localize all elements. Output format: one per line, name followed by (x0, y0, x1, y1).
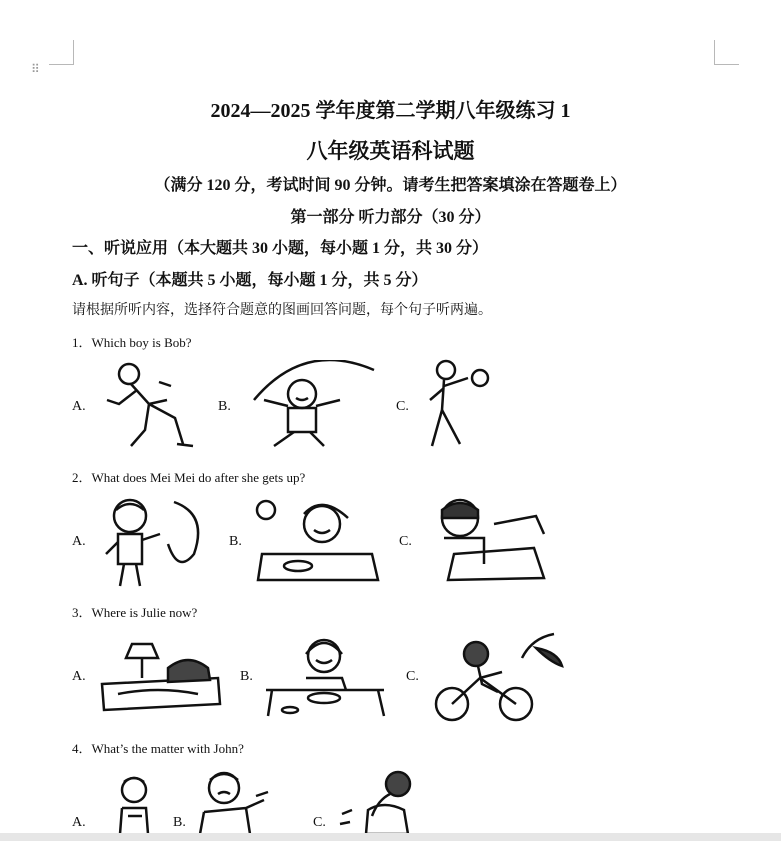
question-3: 3．Where is Julie now? (72, 605, 198, 620)
q3-dining-image (264, 632, 388, 718)
doc-subtitle: 八年级英语科试题 (306, 139, 475, 163)
instruction-text: 请根据所听内容，选择符合题意的图画回答问题，每个句子听两遍。 (72, 303, 492, 318)
q2-option-c-label: C. (399, 534, 412, 549)
q2-option-b-label: B. (229, 534, 242, 549)
window-bottom-bar (0, 833, 781, 841)
q4-boy-c-image (338, 770, 420, 834)
drag-handle-icon[interactable]: ⠿ (31, 62, 41, 76)
doc-title: 2024—2025 学年度第二学期八年级练习 1 (210, 100, 571, 122)
doc-note: （满分 120 分，考试时间 90 分钟。请考生把答案填涂在答题卷上） (154, 177, 627, 194)
q4-boy-b-image (198, 768, 272, 834)
page-corner-top-right (714, 40, 739, 65)
q2-eating-breakfast-image (252, 494, 380, 586)
q1-option-b-label: B. (218, 399, 231, 414)
question-1: 1．Which boy is Bob? (72, 335, 192, 350)
q3-bedroom-image (98, 638, 222, 716)
section-heading: 一、听说应用（本大题共 30 小题，每小题 1 分，共 30 分） (72, 240, 489, 257)
q2-option-a-label: A. (72, 534, 86, 549)
q1-jump-rope-boy-image (244, 360, 378, 452)
q4-boy-a-image (114, 774, 158, 834)
q3-riding-bike-image (432, 628, 572, 724)
q3-option-c-label: C. (406, 669, 419, 684)
question-4: 4．What’s the matter with John? (72, 741, 244, 756)
q1-option-a-label: A. (72, 399, 86, 414)
page-corner-top-left (49, 40, 74, 65)
q4-option-a-label: A. (72, 815, 86, 830)
part-heading: 第一部分 听力部分（30 分） (290, 209, 491, 226)
q3-option-a-label: A. (72, 669, 86, 684)
q2-brushing-teeth-image (98, 494, 218, 590)
q1-running-boy-image (97, 360, 202, 452)
q1-option-c-label: C. (396, 399, 409, 414)
q4-option-c-label: C. (313, 815, 326, 830)
q4-option-b-label: B. (173, 815, 186, 830)
subsection-heading: A. 听句子（本题共 5 小题，每小题 1 分，共 5 分） (72, 272, 428, 289)
q2-making-bed-image (424, 494, 548, 584)
q1-volleyball-boy-image (420, 358, 494, 454)
question-2: 2．What does Mei Mei do after she gets up? (72, 470, 306, 485)
q3-option-b-label: B. (240, 669, 253, 684)
